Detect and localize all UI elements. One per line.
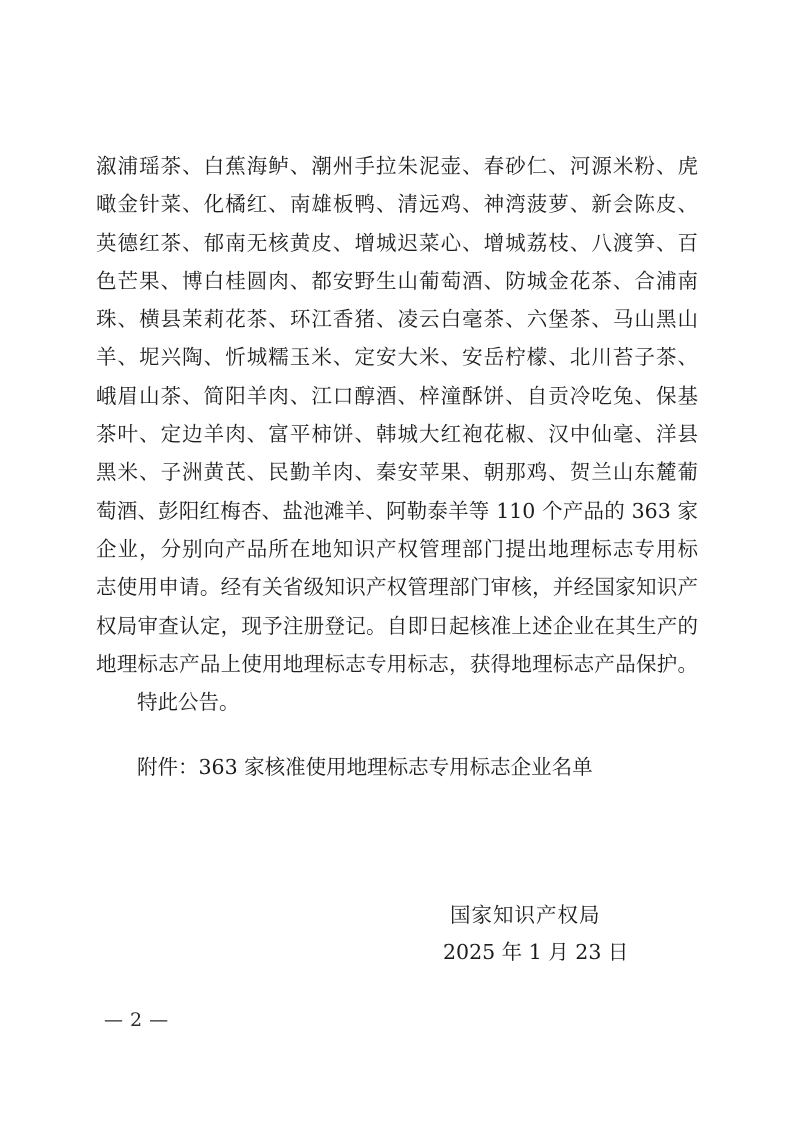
- announcement-body: [96, 147, 698, 721]
- page-footer: [104, 1008, 168, 1032]
- body-text-line: 黑米、子洲黄芪、民勤羊肉、秦安苹果、朝那鸡、贺兰山东麓葡: [96, 460, 698, 485]
- attachment-reference: 附件：363 家核准使用地理标志专用标志企业名单: [137, 755, 593, 779]
- body-paragraph: [96, 147, 698, 683]
- body-text-line: 溆浦瑶茶、白蕉海鲈、潮州手拉朱泥壶、春砂仁、河源米粉、虎: [96, 154, 698, 178]
- issue-date: 2025 年 1 月 23 日: [443, 940, 629, 964]
- body-text-line: 珠、横县茉莉花茶、环江香猪、凌云白毫茶、六堡茶、马山黑山: [96, 307, 698, 332]
- page-number: 2: [130, 1009, 143, 1031]
- body-text-line: 萄酒、彭阳红梅杏、盐池滩羊、阿勒泰羊等 110 个产品的 363 家: [96, 498, 698, 523]
- footer-dash-right: —: [149, 1009, 169, 1031]
- closing-statement: 特此公告。: [137, 690, 240, 715]
- body-text-line: 茶叶、定边羊肉、富平柿饼、韩城大红袍花椒、汉中仙毫、洋县: [96, 422, 698, 447]
- body-text-line: 色芒果、博白桂圆肉、都安野生山葡萄酒、防城金花茶、合浦南: [96, 268, 698, 293]
- body-text-line: 英德红茶、郁南无核黄皮、增城迟菜心、增城荔枝、八渡笋、百: [96, 230, 698, 255]
- body-text-line: 权局审查认定，现予注册登记。自即日起核准上述企业在其生产的: [96, 613, 698, 638]
- body-text-line: 企业，分别向产品所在地知识产权管理部门提出地理标志专用标: [96, 536, 698, 561]
- body-text-line: 噉金针菜、化橘红、南雄板鸭、清远鸡、神湾菠萝、新会陈皮、: [96, 192, 698, 217]
- body-text-line: 峨眉山茶、简阳羊肉、江口醇酒、梓潼酥饼、自贡冷吃兔、保基: [96, 383, 698, 408]
- issuing-authority: 国家知识产权局: [450, 903, 601, 927]
- body-text-line: 羊、坭兴陶、忻城糯玉米、定安大米、安岳柠檬、北川苔子茶、: [96, 345, 698, 370]
- body-text-line: 志使用申请。经有关省级知识产权管理部门审核，并经国家知识产: [96, 575, 698, 600]
- footer-dash-left: —: [104, 1009, 123, 1031]
- body-text-line: 地理标志产品上使用地理标志专用标志，获得地理标志产品保护。: [96, 651, 698, 676]
